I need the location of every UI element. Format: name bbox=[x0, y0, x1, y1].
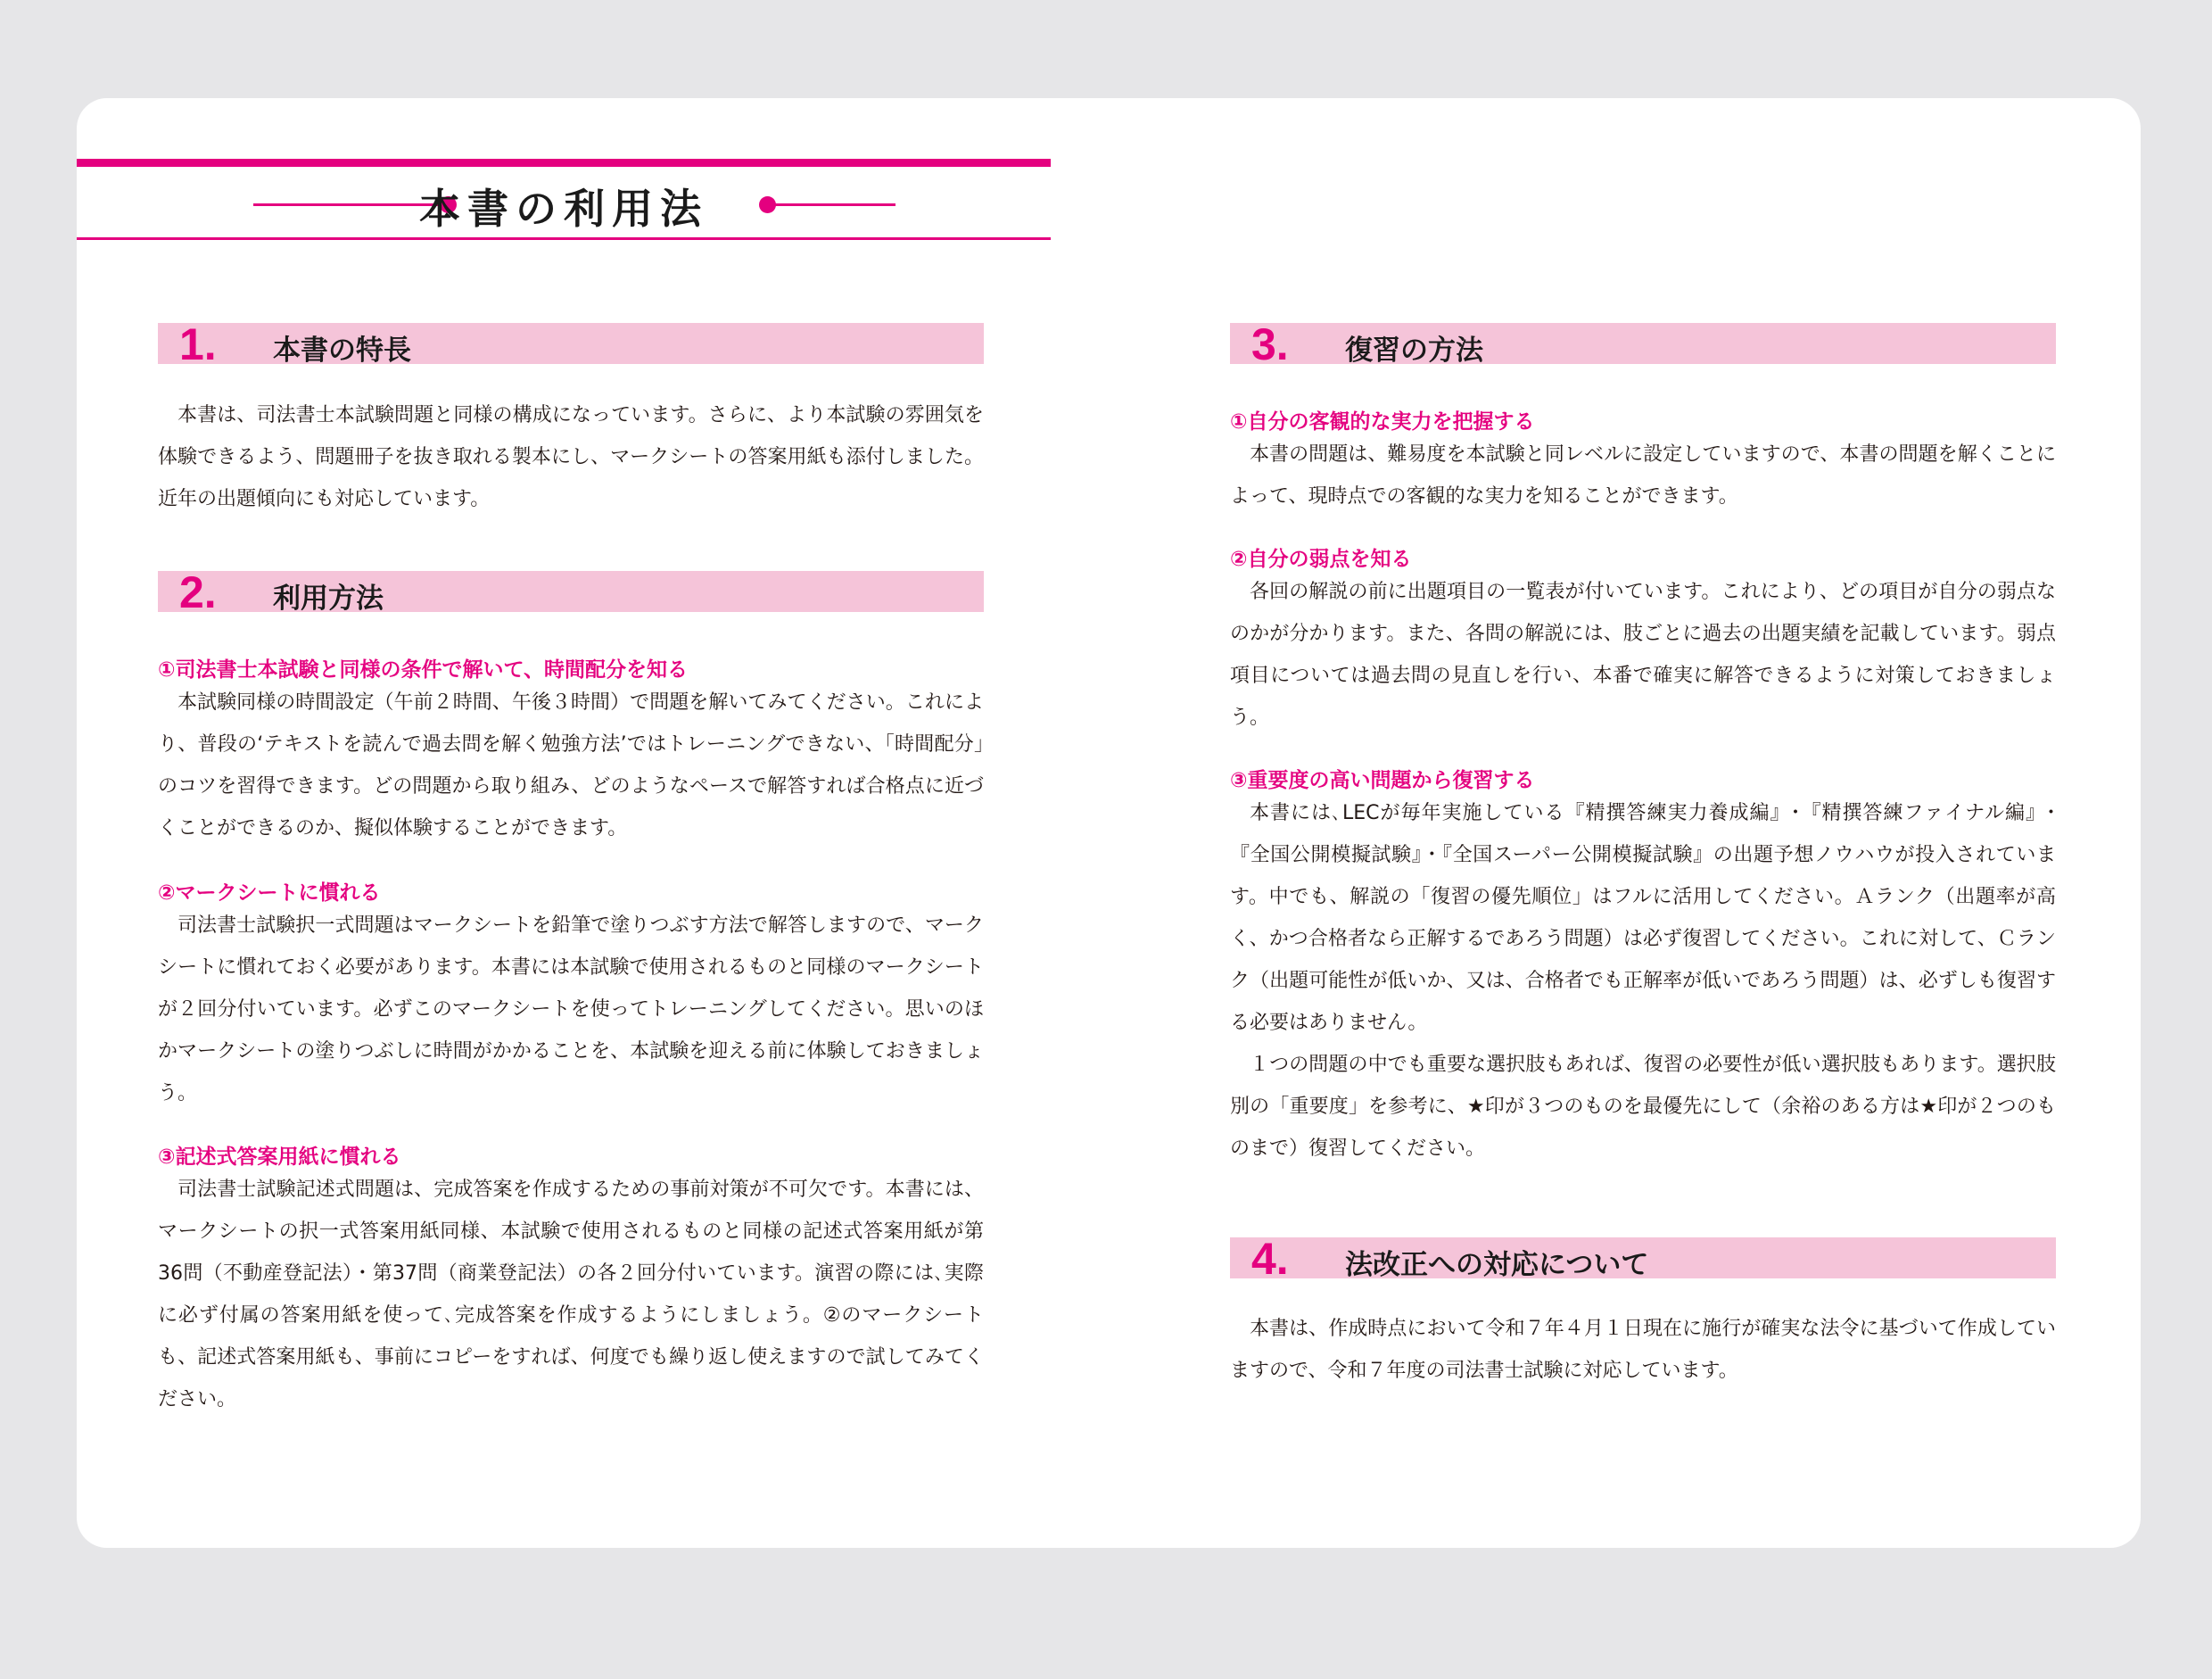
section-2-subheading-1: ①司法書士本試験と同様の条件で解いて、時間配分を知る bbox=[158, 658, 689, 682]
section-4-paragraph: 本書は、作成時点において令和７年４月１日現在に施行が確実な法令に基づいて作成していますので、令和７年度の司法書士試験に対応しています。 bbox=[1230, 1318, 2056, 1382]
section-label: 復習の方法 bbox=[1345, 335, 1483, 367]
section-3-subheading-3: ③重要度の高い問題から復習する bbox=[1230, 769, 1535, 792]
page-title: 本書の利用法 bbox=[419, 185, 708, 233]
section-3-heading bbox=[1230, 319, 2056, 369]
section-number: 3. bbox=[1251, 319, 1289, 369]
section-3-subheading-2: ②自分の弱点を知る bbox=[1230, 548, 1412, 571]
section-number: 2. bbox=[179, 567, 217, 617]
section-2-paragraph-3: 司法書士試験記述式問題は、完成答案を作成するための事前対策が不可欠です。本書には、マークシートの択一式答案用紙同様、本試験で使用されるものと同様の記述式答案用紙が第36問（不動産登記法）・第37問（商業登記法）の各２回分付いています。演習の際には､実際に必ず付属の答案用紙を使って､完成答案を作成するようにしましょう。②のマークシートも、記述式答案用紙も、事前にコピーをすれば、何度でも繰り返し使えますので試してみてください。 bbox=[158, 1179, 984, 1410]
section-4-heading bbox=[1230, 1234, 2056, 1284]
section-1-heading bbox=[158, 319, 984, 369]
section-3-paragraph-1: 本書の問題は、難易度を本試験と同レベルに設定していますので、本書の問題を解くことによって、現時点での客観的な実力を知ることができます。 bbox=[1230, 443, 2056, 508]
section-number: 1. bbox=[179, 319, 217, 369]
section-2-subheading-2: ②マークシートに慣れる bbox=[158, 881, 381, 905]
section-1-paragraph: 本書は、司法書士本試験問題と同様の構成になっています。さらに、より本試験の雰囲気を体験できるよう、問題冊子を抜き取れる製本にし、マークシートの答案用紙も添付しました。近年の出題傾向にも対応しています。 bbox=[158, 404, 984, 510]
page-card bbox=[77, 98, 2141, 1548]
title-right-line bbox=[771, 203, 896, 206]
section-label: 利用方法 bbox=[273, 583, 384, 615]
section-3-subheading-1: ①自分の客観的な実力を把握する bbox=[1230, 410, 1535, 434]
section-2-heading bbox=[158, 567, 984, 617]
section-label: 法改正への対応について bbox=[1345, 1249, 1649, 1281]
section-3-paragraph-2: 各回の解説の前に出題項目の一覧表が付いています。これにより、どの項目が自分の弱点なのかが分かります。また、各問の解説には、肢ごとに過去の出題実績を記載しています。弱点項目については過去問の見直しを行い、本番で確実に解答できるように対策しておきましょう。 bbox=[1230, 581, 2056, 729]
section-number: 4. bbox=[1251, 1234, 1289, 1284]
section-3-paragraph-3: 本書には､LECが毎年実施している『精撰答練実力養成編』･『精撰答練ファイナル編』･『全国公開模擬試験』・『全国スーパー公開模擬試験』の出題予想ノウハウが投入されています。中でも、解説の「復習の優先順位」はフルに活用してください。Ａランク（出題率が高く、かつ合格者なら正解するであろう問題）は必ず復習してください。これに対して、Ｃランク（出題可能性が低いか、又は、合格者でも正解率が低いであろう問題）は、必ずしも復習する必要はありません。 bbox=[1230, 802, 2056, 1034]
title-top-rule bbox=[77, 159, 1051, 167]
section-label: 本書の特長 bbox=[273, 335, 411, 367]
section-2-subheading-3: ③記述式答案用紙に慣れる bbox=[158, 1146, 401, 1169]
title-bottom-rule bbox=[77, 237, 1051, 240]
section-2-paragraph-1: 本試験同様の時間設定（午前２時間、午後３時間）で問題を解いてみてください。これにより、普段の‘テキストを読んで過去問を解く勉強方法’ではトレーニングできない、「時間配分」のコツを習得できます。どの問題から取り組み、どのようなペースで解答すれば合格点に近づくことができるのか、擬似体験することができます。 bbox=[158, 691, 984, 840]
section-3-paragraph-4: １つの問題の中でも重要な選択肢もあれば、復習の必要性が低い選択肢もあります。選択肢別の「重要度」を参考に、★印が３つのものを最優先にして（余裕のある方は★印が２つのものまで）復習してください。 bbox=[1230, 1054, 2056, 1160]
section-2-paragraph-2: 司法書士試験択一式問題はマークシートを鉛筆で塗りつぶす方法で解答しますので、マークシートに慣れておく必要があります。本書には本試験で使用されるものと同様のマークシートが２回分付いています。必ずこのマークシートを使ってトレーニングしてください。思いのほかマークシートの塗りつぶしに時間がかかることを、本試験を迎える前に体験しておきましょう。 bbox=[158, 914, 984, 1104]
